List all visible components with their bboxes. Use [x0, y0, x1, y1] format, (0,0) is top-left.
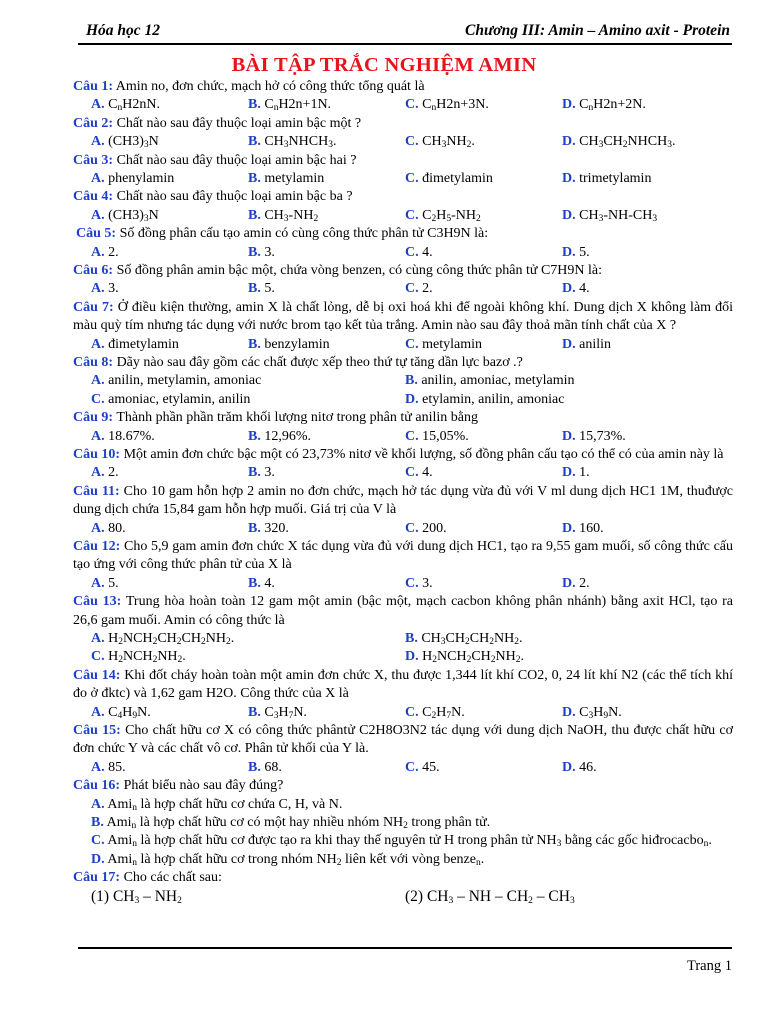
answer-option: [562, 207, 657, 225]
option-letter: B.: [248, 428, 261, 444]
option-letter: A.: [91, 575, 105, 591]
question-number: Câu 10:: [73, 446, 121, 462]
option-letter: B.: [91, 814, 104, 830]
option-letter: B.: [248, 465, 261, 481]
question-number: Câu 12:: [73, 538, 121, 554]
answer-option: [91, 207, 159, 225]
option-text: $CH_3-NH-CH_3$: [579, 207, 658, 224]
answer-option: [73, 796, 733, 814]
answer-option: [562, 428, 626, 446]
question-text: Ở điều kiện thường, amin X là chất lỏng, dễ bị oxi hoá khi để ngoài không khí. Dung dịch X không làm đổi màu quỳ tím nhưng tác dụng với nước brom tạo kết tủa trắng. Amin nào sau đây thoả mãn tính chất của X ?: [73, 299, 734, 334]
option-letter: D.: [562, 520, 576, 536]
option-letter: A.: [91, 207, 105, 223]
question-text: Chất nào sau đây thuộc loại amin bậc ba ?: [116, 189, 353, 205]
option-letter: D.: [562, 428, 576, 444]
question-number: Câu 16:: [73, 778, 121, 794]
footer-rule: [78, 947, 732, 949]
question-number: Câu 7:: [73, 299, 114, 315]
option-text: $C_2H_7N$.: [422, 704, 465, 721]
answer-option: [248, 520, 289, 538]
question-6: [73, 262, 733, 299]
option-letter: D.: [562, 244, 576, 260]
answer-option: [91, 520, 126, 538]
option-text: 4.: [264, 575, 275, 591]
option-text: benzylamin: [264, 336, 330, 352]
option-letter: C.: [405, 465, 419, 481]
option-text: $H_2NCH_2CH_2NH_2$.: [422, 649, 524, 666]
question-text: Cho 10 gam hỗn hợp 2 amin no đơn chức, mạch hở tác dụng vừa đủ với V ml dung dịch HC1 1M, thuđược dung dịch chứa 15,84 gam hỗn hợp muối. Giá trị của V là: [73, 483, 734, 518]
question-text: Khi đốt cháy hoàn toàn một amin đơn chức X, thu được 1,344 lít khí CO2, 0, 24 lít khí N2 (các thể tích khí đo ở đktc) và 1,62 gam H2O. Công thức của X là: [73, 667, 734, 702]
option-letter: D.: [562, 336, 576, 352]
option-text: 4.: [579, 281, 590, 297]
question-13: [73, 593, 733, 667]
option-letter: C.: [405, 171, 419, 186]
option-letter: C.: [91, 391, 105, 407]
option-letter: C.: [91, 833, 105, 849]
option-text: $(CH3)_3N$: [108, 207, 159, 224]
option-letter: C.: [405, 97, 419, 113]
option-text: 68.: [264, 759, 282, 775]
answer-option: [562, 336, 611, 354]
option-text: 3.: [264, 465, 275, 481]
answer-option: [248, 336, 330, 354]
option-letter: C.: [405, 207, 419, 223]
option-text: anilin: [579, 336, 612, 352]
header-subject: Hóa học 12: [86, 22, 161, 39]
option-letter: D.: [562, 97, 576, 113]
question-text: Số đồng phân amin bậc một, chứa vòng benzen, có cùng công thức phân tử C7H9N là:: [116, 262, 602, 278]
option-text: $C_nH2n+2N$.: [579, 97, 646, 114]
answer-option: [405, 96, 489, 114]
answer-option: [91, 464, 119, 482]
question-text: Số đồng phân cấu tạo amin có cùng công thức phân tử C3H9N là:: [119, 226, 489, 242]
option-text: Ami$_n$ là hợp chất hữu cơ có một hay nhiều nhóm $NH_2$ trong phân tử.: [106, 814, 491, 831]
option-letter: A.: [91, 630, 105, 646]
option-letter: A.: [91, 134, 105, 150]
option-letter: B.: [248, 134, 261, 150]
option-text: anilin, amoniac, metylamin: [421, 373, 575, 389]
option-letter: A.: [91, 465, 105, 481]
answer-option: [562, 575, 590, 593]
answer-option: [91, 704, 151, 722]
option-letter: A.: [91, 428, 105, 444]
option-letter: D.: [91, 851, 105, 867]
answer-option: [405, 704, 465, 722]
option-letter: C.: [405, 704, 419, 720]
option-text: 15,73%.: [579, 428, 626, 444]
question-number: Câu 4:: [73, 189, 114, 205]
option-text: 5.: [579, 244, 590, 260]
option-text: anilin, metylamin, amoniac: [108, 373, 262, 389]
option-letter: C.: [405, 134, 419, 150]
answer-option: [73, 851, 733, 869]
option-text: $C_3H_7N$.: [264, 704, 307, 721]
page-number: Trang 1: [687, 958, 732, 974]
question-number: Câu 3:: [73, 152, 114, 168]
answer-option: [73, 832, 733, 850]
option-text: $C_nH2n+1N$.: [264, 97, 332, 114]
question-number: Câu 17:: [73, 870, 121, 886]
question-15: [73, 722, 733, 777]
question-14: [73, 667, 733, 722]
compound-item: (2) $CH_3$ – NH – $CH_2 - CH_3$: [405, 887, 575, 906]
option-text: 2.: [579, 575, 590, 591]
option-text: 1.: [579, 465, 590, 481]
answer-option: [405, 759, 440, 777]
question-number: Câu 9:: [73, 410, 114, 426]
question-7: [73, 299, 733, 354]
answer-option: [405, 428, 469, 446]
option-letter: B.: [405, 630, 418, 646]
option-letter: A.: [91, 336, 105, 352]
option-text: 2.: [108, 244, 119, 260]
option-letter: B.: [248, 704, 261, 720]
question-text: Chất nào sau đây thuộc loại amin bậc một ?: [116, 115, 362, 131]
option-text: $(CH3)_3N$: [108, 134, 159, 151]
option-letter: B.: [248, 207, 261, 223]
option-letter: B.: [248, 97, 261, 113]
option-text: $CH_3NH_2$.: [422, 134, 475, 151]
page-header: [80, 20, 730, 42]
question-text: Thành phần phần trăm khối lượng nitơ trong phân tử anilin bằng: [116, 410, 478, 426]
question-text: Amin no, đơn chức, mạch hở có công thức tổng quát là: [115, 79, 425, 94]
answer-option: [405, 575, 433, 593]
answer-option: [91, 170, 174, 188]
option-letter: A.: [91, 244, 105, 260]
option-text: etylamin, anilin, amoniac: [422, 391, 565, 407]
answer-option: [562, 244, 590, 262]
option-text: $C_2H_5-NH_2$: [422, 207, 481, 224]
option-text: 4.: [422, 465, 433, 481]
answer-option: [405, 372, 575, 390]
option-text: 200.: [422, 520, 447, 536]
option-letter: B.: [248, 336, 261, 352]
answer-option: [562, 280, 590, 298]
question-17: [73, 869, 733, 907]
answer-option: [91, 428, 155, 446]
question-12: [73, 538, 733, 593]
option-letter: C.: [405, 759, 419, 775]
option-letter: B.: [248, 520, 261, 536]
answer-option: [91, 391, 250, 409]
question-4: [73, 188, 733, 225]
answer-option: [91, 630, 234, 648]
option-letter: A.: [91, 704, 105, 720]
question-9: [73, 409, 733, 446]
question-text: Trung hòa hoàn toàn 12 gam một amin (bậc một, mạch cacbon không phân nhánh) bằng axit HCl, tạo ra 26,6 gam muối. Amin có công thức là: [73, 594, 733, 628]
option-letter: D.: [562, 465, 576, 481]
option-text: $C_nH2nN$.: [108, 97, 160, 114]
option-text: 15,05%.: [422, 428, 469, 444]
question-number: Câu 13:: [73, 594, 122, 610]
answer-option: [562, 170, 651, 188]
option-letter: D.: [562, 207, 576, 223]
option-text: $C_3H_9N$.: [579, 704, 622, 721]
option-text: $CH_3NHCH_3$.: [264, 134, 337, 151]
answer-option: [73, 814, 733, 832]
option-text: Ami$_n$ là hợp chất hữu cơ trong nhóm $NH_2$ liên kết với vòng benze$_n$.: [107, 851, 485, 868]
question-text: Dãy nào sau đây gồm các chất được xếp theo thứ tự tăng dần lực bazơ .?: [116, 354, 523, 370]
answer-option: [405, 520, 447, 538]
question-number: Câu 6:: [73, 262, 114, 278]
page-title: BÀI TẬP TRẮC NGHIỆM AMIN: [231, 54, 537, 76]
option-letter: D.: [562, 575, 576, 591]
option-text: amoniac, etylamin, anilin: [108, 391, 251, 407]
answer-option: [405, 207, 481, 225]
option-letter: B.: [248, 244, 261, 260]
option-letter: B.: [405, 373, 418, 389]
answer-option: [91, 575, 119, 593]
option-text: 2.: [108, 465, 119, 481]
answer-option: [562, 464, 590, 482]
option-letter: A.: [91, 796, 105, 812]
answer-option: [91, 372, 261, 390]
option-text: 3.: [108, 281, 119, 297]
question-number: Câu 1:: [73, 79, 114, 94]
option-letter: D.: [405, 649, 419, 665]
option-text: 4.: [422, 244, 433, 260]
question-number: Câu 14:: [73, 667, 121, 683]
question-number: Câu 5:: [76, 226, 117, 242]
answer-option: [248, 704, 307, 722]
option-letter: B.: [248, 575, 261, 591]
answer-option: [405, 133, 475, 151]
answer-option: [248, 464, 275, 482]
option-text: Ami$_n$ là hợp chất hữu cơ được tạo ra khi thay thế nguyên tử H trong phân tử $NH_3$ bằng các gốc hiđrocacbo$_n$.: [107, 833, 712, 850]
answer-option: [405, 244, 433, 262]
option-text: metylamin: [422, 336, 483, 352]
question-5: [73, 225, 733, 262]
answer-option: [248, 280, 275, 298]
option-text: trimetylamin: [579, 171, 652, 186]
option-letter: A.: [91, 520, 105, 536]
answer-option: [248, 133, 336, 151]
compound-item: (1) $CH_3 - NH_2$: [91, 887, 182, 906]
answer-option: [91, 96, 160, 114]
option-text: 80.: [108, 520, 126, 536]
option-letter: A.: [91, 171, 105, 186]
answer-option: [91, 133, 159, 151]
option-text: 320.: [264, 520, 289, 536]
answer-option: [91, 648, 186, 666]
option-text: 5.: [264, 281, 275, 297]
option-letter: A.: [91, 97, 105, 113]
question-text: Chất nào sau đây thuộc loại amin bậc hai ?: [116, 152, 357, 168]
answer-option: [405, 170, 493, 188]
answer-option: [405, 464, 433, 482]
option-text: $C_nH2n+3N$.: [422, 97, 489, 114]
option-text: 3.: [264, 244, 275, 260]
option-letter: C.: [405, 520, 419, 536]
answer-option: [248, 207, 318, 225]
option-text: $CH_3CH_2NHCH_3$.: [579, 134, 676, 151]
option-text: 46.: [579, 759, 597, 775]
question-3: [73, 152, 733, 189]
question-8: [73, 354, 733, 409]
question-text: Cho chất hữu cơ X có công thức phântử C2H8O3N2 tác dụng với dung dịch NaOH, thu được chất hữu cơ đơn chức Y và các chất vô cơ. Phân tử khối của Y là.: [73, 722, 734, 757]
question-number: Câu 2:: [73, 115, 114, 131]
option-text: 18.67%.: [108, 428, 155, 444]
answer-option: [405, 280, 433, 298]
header-chapter: Chương III: Amin – Amino axit - Protein: [465, 22, 730, 39]
option-letter: C.: [405, 281, 419, 297]
option-text: 2.: [422, 281, 433, 297]
option-text: 12,96%.: [264, 428, 312, 444]
question-10: [73, 446, 733, 483]
question-text: Phát biểu nào sau đây đúng?: [123, 778, 284, 794]
option-letter: D.: [562, 281, 576, 297]
answer-option: [562, 96, 646, 114]
answer-option: [562, 759, 597, 777]
question-number: Câu 8:: [73, 354, 114, 370]
option-letter: C.: [405, 428, 419, 444]
answer-option: [91, 244, 119, 262]
option-letter: D.: [562, 759, 576, 775]
option-letter: D.: [405, 391, 419, 407]
answer-option: [91, 280, 119, 298]
header-rule: [78, 43, 732, 45]
answer-option: [405, 648, 524, 666]
option-text: metylamin: [264, 171, 325, 186]
option-text: $C_4H_9N$.: [108, 704, 151, 721]
option-text: 5.: [108, 575, 119, 591]
answer-option: [248, 575, 275, 593]
option-text: 85.: [108, 759, 126, 775]
answer-option: [562, 520, 604, 538]
answer-option: [91, 336, 179, 354]
option-text: đimetylamin: [422, 171, 493, 186]
answer-option: [562, 704, 622, 722]
answer-option: [248, 96, 331, 114]
answer-option: [91, 759, 126, 777]
option-letter: B.: [248, 171, 261, 186]
option-letter: C.: [91, 649, 105, 665]
option-letter: B.: [248, 281, 261, 297]
answer-option: [248, 428, 311, 446]
option-letter: D.: [562, 171, 576, 186]
option-letter: D.: [562, 704, 576, 720]
answer-option: [248, 759, 282, 777]
option-letter: A.: [91, 373, 105, 389]
option-letter: C.: [405, 336, 419, 352]
answer-option: [405, 336, 482, 354]
option-letter: B.: [248, 759, 261, 775]
option-text: $H_2NCH_2NH_2$.: [108, 649, 186, 666]
option-text: Ami$_n$ là hợp chất hữu cơ chứa C, H, và N.: [107, 796, 343, 813]
answer-option: [248, 170, 324, 188]
option-text: $H_2NCH_2CH_2CH_2NH_2$.: [108, 630, 235, 647]
option-text: 45.: [422, 759, 440, 775]
question-text: Cho các chất sau:: [123, 870, 222, 886]
answer-option: [248, 244, 275, 262]
option-letter: D.: [562, 134, 576, 150]
option-text: 3.: [422, 575, 433, 591]
option-text: phenylamin: [108, 171, 175, 186]
answer-option: [405, 630, 522, 648]
option-letter: C.: [405, 244, 419, 260]
option-letter: A.: [91, 759, 105, 775]
option-text: $CH_3-NH_2$: [264, 207, 319, 224]
question-text: Cho 5,9 gam amin đơn chức X tác dụng vừa đủ với dung dịch HC1, tạo ra 9,55 gam muối, số công thức cấu tạo ứng với công thức phân tử của X là: [73, 538, 734, 573]
option-text: $CH_3CH_2CH_2NH_2$.: [421, 630, 523, 647]
question-text: Một amin đơn chức bậc một có 23,73% nitơ về khối lượng, số đồng phân cấu tạo có thể có của amin này là: [123, 446, 724, 462]
option-letter: C.: [405, 575, 419, 591]
answer-option: [562, 133, 675, 151]
question-2: [73, 115, 733, 152]
question-number: Câu 15:: [73, 722, 121, 738]
question-number: Câu 11:: [73, 483, 120, 499]
option-letter: A.: [91, 281, 105, 297]
question-1: [73, 78, 733, 115]
question-list: [73, 78, 733, 908]
option-text: đimetylamin: [108, 336, 179, 352]
question-11: [73, 483, 733, 538]
answer-option: [405, 391, 564, 409]
question-16: [73, 777, 733, 869]
option-text: 160.: [579, 520, 604, 536]
